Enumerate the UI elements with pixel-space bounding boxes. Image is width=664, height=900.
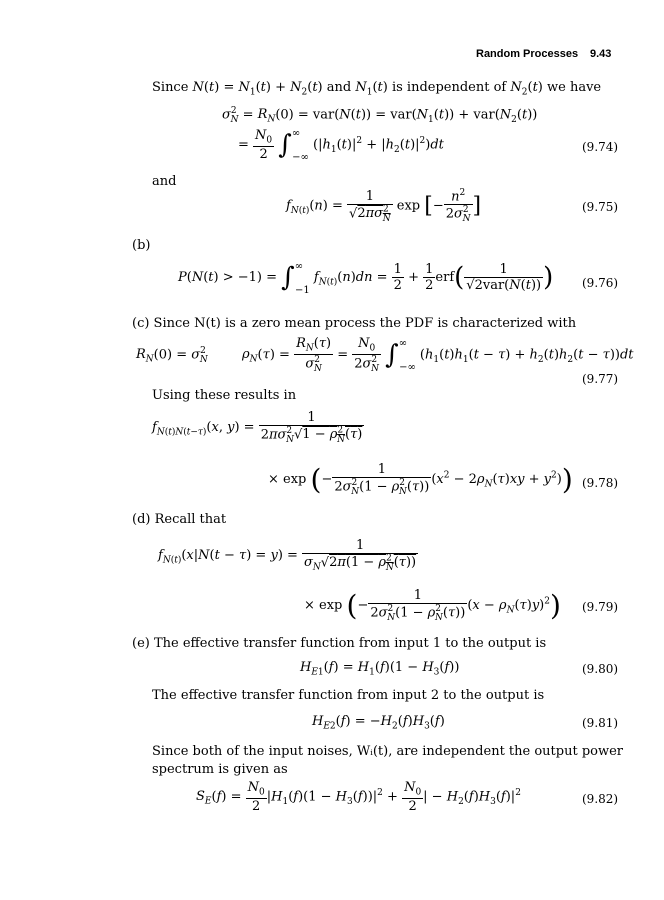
- equation-9-80: $H_{E1}(f) = H_1(f)(1 - H_3(f))$: [300, 660, 460, 678]
- equation-number: (9.81): [582, 716, 619, 730]
- equation-number: (9.74): [582, 140, 619, 154]
- equation-9-74-line2: = $\frac{N_0}{2}$ $\int^\infty_{-\infty}$ $(|h_1(t)|^2 + |h_2(t)|^2)dt$: [238, 128, 444, 164]
- running-header: Random Processes: [476, 48, 579, 60]
- equation-9-78-line2: × exp (− $\frac{1}{2\sigma^2_N(1 - \rho^2_N(\tau))}$ $(x^2 - 2\rho_N(\tau)xy + y^2)$): [268, 462, 573, 497]
- text-using-results: Using these results in: [152, 388, 297, 403]
- page-number: 9.43: [590, 48, 612, 60]
- paragraph-c: (c) Since N(t) is a zero mean process the PDF is characterized with: [132, 316, 577, 331]
- equation-9-82: $S_E(f)$ = $\frac{N_0}{2}$ $|H_1(f)(1 - H_3(f))|^2$ + $\frac{N_0}{2}$ | − $H_2(f)H_3(f)|^2$: [196, 780, 521, 814]
- equation-number: (9.79): [582, 600, 619, 614]
- paragraph-e-3a: Since both of the input noises, Wᵢ(t), are independent the output power: [152, 744, 624, 759]
- paragraph-e-2: The effective transfer function from input 2 to the output is: [152, 688, 545, 703]
- equation-9-74-line1: $\sigma^2_N = R_N(0) = var(N(t)) = var(N_1(t)) + var(N_2(t))$: [222, 106, 538, 125]
- equation-number: (9.76): [582, 276, 619, 290]
- equation-9-81: $H_{E2}(f) = -H_2(f)H_3(f)$: [312, 714, 445, 732]
- text-and: and: [152, 174, 177, 189]
- part-label-b: (b): [132, 238, 151, 253]
- equation-9-76: $P(N(t) > -1) = \int^\infty_{-1}$ $f_{N(t)}(n)dn$ = $\frac{1}{2}$ + $\frac{1}{2}$ erf( $\frac{1}{\text{√2var(N(t))}}$ ): [178, 261, 554, 296]
- equation-number: (9.75): [582, 200, 619, 214]
- equation-number: (9.77): [582, 372, 619, 386]
- equation-9-78-line1: $f_{N(t)N(t-\tau)}(x$, y) = $\frac{1}{2\pi\sigma^2_N√1 - \rho^2_N(\tau)}$: [152, 410, 363, 445]
- equation-number: (9.80): [582, 662, 619, 676]
- paragraph-e-3b: spectrum is given as: [152, 762, 288, 777]
- equation-9-77: $R_N(0) = \sigma^2_N$ $\rho_N(\tau)$ = $\frac{R_N(\tau)}{\sigma^2_N}$ = $\frac{N_0}{2\sigma^2_N}$ $\int^\infty_{-\infty}$ $(h_1(t)h_1(t - \tau) + h_2(t)h_2(t - \tau))dt$: [136, 336, 634, 374]
- paragraph-e-1: (e) The effective transfer function from input 1 to the output is: [132, 636, 547, 651]
- equation-9-75: $f_{N(t)}(n)$ = $\frac{1}{√2\pi\sigma^2_N}$ exp [− $\frac{n^2}{2\sigma^2_N}$ ]: [286, 188, 482, 225]
- paragraph-d: (d) Recall that: [132, 512, 227, 527]
- equation-9-79-line1: $f_{N(t)}(x|N(t - \tau) = y)$ = $\frac{1}{\sigma_N√2\pi(1 - \rho^2_N(\tau))}$: [158, 538, 417, 573]
- equation-9-79-line2: × exp (− $\frac{1}{2\sigma^2_N(1 - \rho^2_N(\tau))}$ $(x - \rho_N(\tau)y)^2$): [304, 588, 561, 623]
- paragraph-intro: Since $N(t) = N_1(t) + N_2(t)$ and $N_1(t)$ is independent of $N_2(t)$ we have: [152, 80, 602, 98]
- equation-number: (9.78): [582, 476, 619, 490]
- equation-number: (9.82): [582, 792, 619, 806]
